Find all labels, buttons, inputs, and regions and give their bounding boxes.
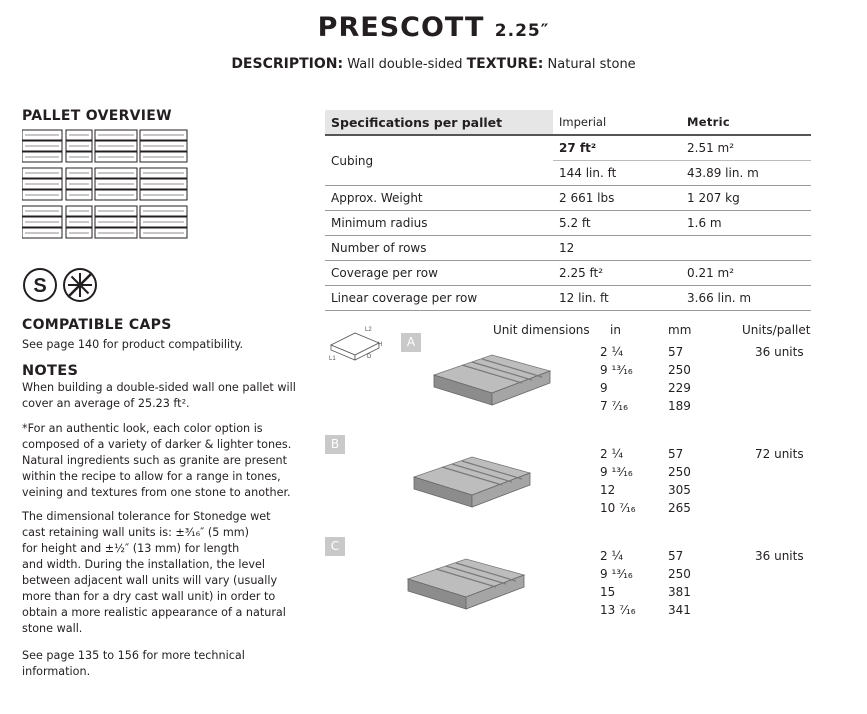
imperial-header: Imperial — [553, 110, 681, 135]
pallet-overview-diagram — [22, 128, 192, 240]
note-line: When building a double-sided wall one pallet will — [22, 381, 296, 394]
dimension-in: 7 ⁷⁄₁₆ — [600, 399, 628, 413]
note-paragraph-4 — [22, 648, 245, 680]
dimension-diagram — [327, 325, 387, 365]
metric-value — [681, 236, 811, 261]
texture-value: Natural stone — [547, 57, 636, 72]
imperial-value: 2.25 ft² — [553, 261, 681, 286]
unit-label: C — [325, 537, 345, 556]
dimension-mm: 381 — [668, 585, 691, 599]
dimension-in: 2 ¼ — [600, 447, 624, 461]
dimension-mm: 57 — [668, 549, 684, 563]
note-line: stone wall. — [22, 622, 83, 635]
metric-value: 1.6 m — [681, 211, 811, 236]
diagram-label-l2: L2 — [365, 327, 372, 333]
spec-header: Specifications per pallet — [325, 110, 553, 135]
dimension-in: 15 — [600, 585, 616, 599]
note-line: veining and textures from one stone to another. — [22, 486, 291, 499]
dimension-in: 9 ¹³⁄₁₆ — [600, 465, 633, 479]
description-line — [0, 56, 867, 72]
specifications-table — [325, 110, 811, 311]
table-row — [325, 236, 811, 261]
dimension-mm: 341 — [668, 603, 691, 617]
page-title — [0, 12, 867, 43]
notes-title: NOTES — [22, 363, 79, 379]
diagram-label-h: H — [378, 342, 383, 348]
stone-unit-image — [432, 353, 552, 413]
dimension-mm: 57 — [668, 345, 684, 359]
table-row — [325, 261, 811, 286]
metric-value: 0.21 m² — [681, 261, 811, 286]
note-line: between adjacent wall units will vary (usually — [22, 574, 278, 587]
dimension-mm: 250 — [668, 567, 691, 581]
dimension-in: 9 ¹³⁄₁₆ — [600, 363, 633, 377]
row-label: Minimum radius — [325, 211, 553, 236]
description-label: DESCRIPTION: — [231, 56, 344, 72]
stone-unit-image — [412, 455, 532, 515]
dimension-in: 9 ¹³⁄₁₆ — [600, 567, 633, 581]
note-line: The dimensional tolerance for Stonedge wet — [22, 510, 271, 523]
dimension-in: 2 ¼ — [600, 549, 624, 563]
note-line: obtain a more realistic appearance of a natural — [22, 606, 286, 619]
metric-value: 2.51 m² — [681, 135, 811, 161]
dimension-in: 13 ⁷⁄₁₆ — [600, 603, 636, 617]
dimension-mm: 229 — [668, 381, 691, 395]
units-per-pallet: 36 units — [755, 345, 804, 359]
imperial-value: 12 lin. ft — [553, 286, 681, 311]
dimension-mm: 250 — [668, 465, 691, 479]
note-line: information. — [22, 665, 91, 678]
note-line: composed of a variety of darker & lighter tones. — [22, 438, 292, 451]
diagram-label-l1: L1 — [329, 356, 336, 362]
note-line: and width. During the installation, the level — [22, 558, 266, 571]
dimension-in: 9 — [600, 381, 608, 395]
imperial-value: 27 ft² — [553, 135, 681, 161]
note-line: Natural ingredients such as granite are present — [22, 454, 288, 467]
imperial-value: 144 lin. ft — [553, 161, 681, 186]
row-label: Coverage per row — [325, 261, 553, 286]
note-paragraph-3 — [22, 509, 286, 637]
metric-value: 3.66 lin. m — [681, 286, 811, 311]
dimension-mm: 305 — [668, 483, 691, 497]
dimension-mm: 250 — [668, 363, 691, 377]
product-name: PRESCOTT — [317, 12, 485, 43]
table-row — [325, 211, 811, 236]
row-label: Cubing — [325, 135, 553, 186]
note-line: cover an average of 25.23 ft². — [22, 397, 190, 410]
dimension-in: 10 ⁷⁄₁₆ — [600, 501, 636, 515]
note-line: for height and ±½″ (13 mm) for length — [22, 542, 240, 555]
note-line: cast retaining wall units is: ±³⁄₁₆″ (5 mm) — [22, 526, 250, 539]
icon-group — [22, 267, 102, 305]
note-paragraph-2 — [22, 421, 291, 501]
imperial-value: 2 661 lbs — [553, 186, 681, 211]
unit-dimensions-label: Unit dimensions — [493, 323, 590, 337]
table-row — [325, 186, 811, 211]
description-value: Wall double-sided — [347, 57, 463, 72]
svg-text:S: S — [33, 275, 47, 297]
compatible-caps-text: See page 140 for product compatibility. — [22, 338, 244, 351]
note-line: more than for a dry cast wall unit) in order to — [22, 590, 276, 603]
dimension-mm: 189 — [668, 399, 691, 413]
units-per-pallet: 36 units — [755, 549, 804, 563]
dimension-in: 2 ¼ — [600, 345, 624, 359]
mm-header: mm — [668, 323, 692, 337]
note-line: within the recipe to allow for a range in tones, — [22, 470, 281, 483]
texture-label: TEXTURE: — [466, 56, 544, 72]
imperial-value: 12 — [553, 236, 681, 261]
snowflake-icon — [64, 269, 96, 301]
compatible-caps-title: COMPATIBLE CAPS — [22, 317, 172, 333]
unit-label: A — [401, 333, 421, 352]
table-row — [325, 135, 811, 161]
unit-label: B — [325, 435, 345, 454]
pallet-overview-title: PALLET OVERVIEW — [22, 108, 172, 124]
row-label: Linear coverage per row — [325, 286, 553, 311]
note-paragraph-1 — [22, 380, 296, 412]
units-pallet-header: Units/pallet — [742, 323, 811, 337]
metric-value: 1 207 kg — [681, 186, 811, 211]
imperial-value: 5.2 ft — [553, 211, 681, 236]
diagram-label-d: D — [367, 354, 372, 360]
s-icon — [24, 269, 56, 301]
dimension-in: 12 — [600, 483, 616, 497]
stone-unit-image — [406, 557, 526, 617]
metric-header: Metric — [681, 110, 811, 135]
dimension-mm: 57 — [668, 447, 684, 461]
dimension-mm: 265 — [668, 501, 691, 515]
note-line: See page 135 to 156 for more technical — [22, 649, 245, 662]
note-line: *For an authentic look, each color option is — [22, 422, 263, 435]
row-label: Approx. Weight — [325, 186, 553, 211]
table-header-row — [325, 110, 811, 135]
table-row — [325, 286, 811, 311]
product-size: 2.25″ — [494, 21, 550, 41]
metric-value: 43.89 lin. m — [681, 161, 811, 186]
row-label: Number of rows — [325, 236, 553, 261]
units-per-pallet: 72 units — [755, 447, 804, 461]
in-header: in — [610, 323, 621, 337]
